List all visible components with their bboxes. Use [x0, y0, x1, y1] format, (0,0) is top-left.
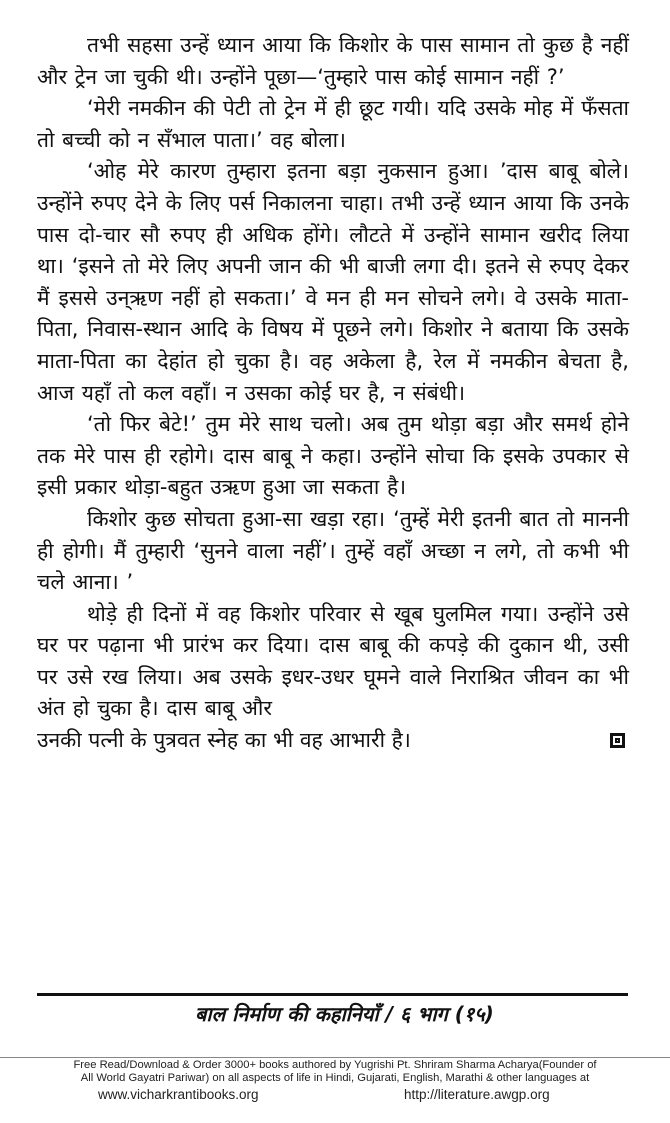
closing-line-text: उनकी पत्नी के पुत्रवत स्नेह का भी वह आभारी है।	[37, 728, 411, 753]
footer-divider	[37, 993, 628, 996]
paragraph: ‘तो फिर बेटे!’ तुम मेरे साथ चलो। अब तुम थोड़ा बड़ा और समर्थ होने तक मेरे पास ही रहोगे। दास बाबू ने कहा। उन्होंने सोचा कि इसके उपकार से इसी प्रकार थोड़ा-बहुत उऋण हुआ जा सकता है।	[37, 412, 629, 500]
end-of-story-icon	[610, 733, 625, 748]
paragraph: ‘मेरी नमकीन की पेटी तो ट्रेन में ही छूट गयी। यदि उसके मोह में फँसता तो बच्ची को न सँभाल पाता।’ वह बोला।	[37, 96, 629, 152]
paragraph: किशोर कुछ सोचता हुआ-सा खड़ा रहा। ‘तुम्हें मेरी इतनी बात तो माननी ही होगी। मैं तुम्हारी ‘सुनने वाला नहीं’। तुम्हें वहाँ अच्छा न लगे, तो कभी भी चले आना। ’	[37, 506, 629, 595]
story-text	[37, 30, 629, 757]
paragraph: थोड़े ही दिनों में वह किशोर परिवार से खूब घुलमिल गया। उन्होंने उसे घर पर पढ़ाना भी प्रारंभ कर दिया। दास बाबू की कपड़े की दुकान थी, उसी पर उसे रख लिया। अब उसके इधर-उधर घूमने वाले निराश्रित जीवन का भी अंत हो चुका है। दास बाबू और	[37, 601, 629, 721]
publisher-credit	[0, 1059, 670, 1085]
credit-line-1: Free Read/Download & Order 3000+ books authored by Yugrishi Pt. Shriram Sharma Acharya(Founder of	[73, 1059, 597, 1071]
link-literature-awgp[interactable]: http://literature.awgp.org	[404, 1087, 550, 1102]
paragraph: ‘ओह मेरे कारण तुम्हारा इतना बड़ा नुकसान हुआ। ’दास बाबू बोले। उन्होंने रुपए देने के लिए पर्स निकालना चाहा। तभी उन्हें ध्यान आया कि उनके पास दो-चार सौ रुपए ही अधिक होंगे। लौटते में उन्होंने सामान खरीद लिया था। ‘इसने तो मेरे लिए अपनी जान की भी बाजी लगा दी। इतने से रुपए देकर मैं इससे उन्ऋण नहीं हो सकता।’ वे मन ही मन सोचने लगे। वे उसके माता-पिता, निवास-स्थान आदि के विषय में पूछने लगे। किशोर ने बताया कि उसके माता-पिता का देहांत हो चुका है। वह अकेला है, रेल में नमकीन बेचता है, आज यहाँ तो कल वहाँ। न उसका कोई घर है, न संबंधी।	[37, 159, 629, 405]
credit-divider	[0, 1057, 670, 1058]
credit-line-2: All World Gayatri Pariwar) on all aspects of life in Hindi, Gujarati, English, Marathi & other languages at	[80, 1072, 590, 1084]
closing-line	[37, 725, 629, 757]
paragraph: तभी सहसा उन्हें ध्यान आया कि किशोर के पास सामान तो कुछ है नहीं और ट्रेन जा चुकी थी। उन्होंने पूछा—‘तुम्हारे पास कोई सामान नहीं ?’	[37, 33, 629, 89]
book-title-footer: बाल निर्माण की कहानियाँ / ६ भाग (१५)	[195, 1002, 494, 1026]
link-vicharkrantibooks[interactable]: www.vicharkrantibooks.org	[98, 1087, 259, 1102]
